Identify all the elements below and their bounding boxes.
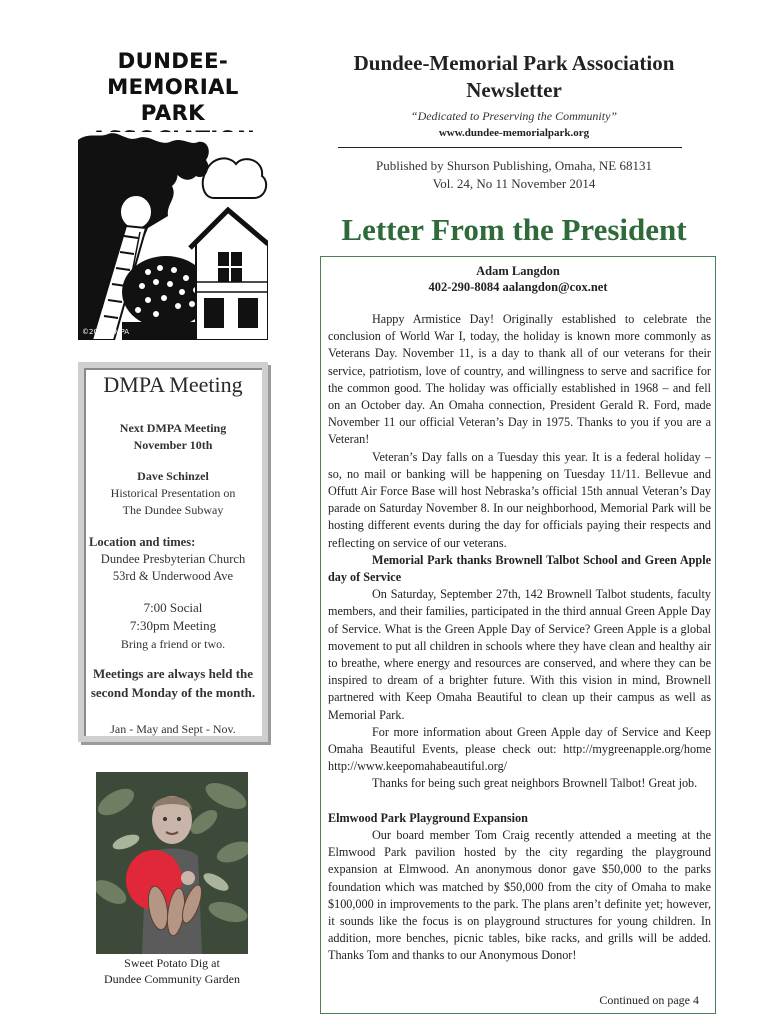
author-contact: 402-290-8084 aalangdon@cox.net [428,280,608,294]
dmpa-logo [78,48,268,340]
bring-note: Bring a friend or two. [120,637,226,651]
photo-caption [74,955,270,987]
meeting-schedule-note: Meetings are always held the second Monday of the month. [90,666,256,700]
meeting-time: 7:30pm Meeting [129,618,217,633]
article-subheading: Elmwood Park Playground Expansion [328,810,528,825]
next-meeting [84,420,262,454]
next-meeting-label: Next DMPA Meeting [119,421,227,435]
article-paragraph: Thanks for being such great neighbors Brownell Talbot! Great job. [372,776,698,791]
article-author [321,263,715,295]
newsletter-masthead [328,50,700,139]
topic-line: Historical Presentation on [110,486,236,500]
location-label: Location and times: [89,535,196,549]
article-paragraph: Happy Armistice Day! Originally established to celebrate the conclusion of World War I, today, the holiday is known more commonly as Veterans Day. November 11, is a day to thank all of our veterans for their service, patriotism, love of country, and willingness to serve and sacrifice for the common good. The holiday was officially established in 1968 – and fell on an October day. An Omaha connection, President Gerald R. Ford, made November 11 our official Veteran’s Day in 1975. Thanks to you if you are a Veteran! [328,312,711,447]
speaker-name: Dave Schinzel [137,469,209,483]
logo-copyright: ©2006 DMPA [82,328,130,336]
masthead-divider [338,147,682,148]
newsletter-motto: “Dedicated to Preserving the Community” [410,109,618,123]
article-paragraph: Veteran’s Day falls on a Tuesday this year. It is a federal holiday – so, no mail or banking will be happening on Tuesday 11/11. Bellevue and Offutt Air Force Base will host Nebraska’s official 15th annual Veteran’s Day parade on Saturday November 8. In our neighborhood, Memorial Park will be hosting different events during the day for officials paying their respects and reflecting on service of our veterans. [328,449,711,550]
meeting-times [84,599,262,653]
location-line: Dundee Presbyterian Church [100,552,246,566]
logo-wordmark: DUNDEE- MEMORIAL PARK [107,49,239,125]
publication-info [328,157,700,193]
logo-illustration [78,132,268,340]
photo-caption-line: Dundee Community Garden [104,972,240,986]
meeting-months: Jan - May and Sept - Nov. [110,722,236,736]
meeting-location [84,534,262,585]
newsletter-title: Dundee-Memorial Park Association Newsletter [353,51,675,102]
continued-note: Continued on page 4 [599,993,699,1007]
issue-line: Vol. 24, No 11 November 2014 [432,176,596,191]
sweet-potato-photo [96,772,248,954]
newsletter-url: www.dundee-memorialpark.org [438,127,590,139]
article-box [320,256,716,1014]
paragraph-gap [328,793,711,810]
meeting-box [78,362,268,742]
meeting-box-inner [84,368,262,736]
next-meeting-date: November 10th [133,438,213,452]
author-name: Adam Langdon [476,264,560,278]
location-line: 53rd & Underwood Ave [112,569,234,583]
topic-line: The Dundee Subway [122,503,224,517]
publisher-line: Published by Shurson Publishing, Omaha, NE 68131 [376,158,652,173]
article-subheading: Memorial Park thanks Brownell Talbot School and Green Apple day of Service [328,552,711,585]
social-time: 7:00 Social [143,600,203,615]
photo-caption-line: Sweet Potato Dig at [124,956,220,970]
article-heading: Letter From the President [341,212,687,247]
meeting-title: DMPA Meeting [103,372,243,397]
article-paragraph: On Saturday, September 27th, 142 Brownell Talbot students, faculty members, and their families, participated in the third annual Green Apple Day of Service. What is the Green Apple Day of Service? Green Apple is a global movement to put all children in schools where they have clean and healthy air to breathe, where energy and resources are conserved, and where they can be inspired to dream of a brighter future. With this vision in mind, Brownell partnered with Keep Omaha Beautiful to clean up their campus as well as Memorial Park. [328,587,711,722]
meeting-speaker [84,468,262,519]
article-body [328,311,711,965]
article-paragraph: Our board member Tom Craig recently attended a meeting at the Elmwood Park pavilion hosted by the city regarding the playground expansion at Elmwood. An anonymous donor gave $50,000 to the parks foundation which was matched by $50,000 from the city of Omaha to make $100,000 in improvements to the park. The plans aren’t definite yet; however, it sounds like the focus is on playground structures for young children. In addition, more benches, picnic tables, bike racks, and grills will be added. Thanks Tom and thanks to our Anonymous Donor! [328,827,711,963]
article-paragraph: For more information about Green Apple day of Service and Keep Omaha Beautiful Events, please check out: http://mygreenapple.org/home http://www.keepomahabeautiful.org/ [328,724,711,774]
